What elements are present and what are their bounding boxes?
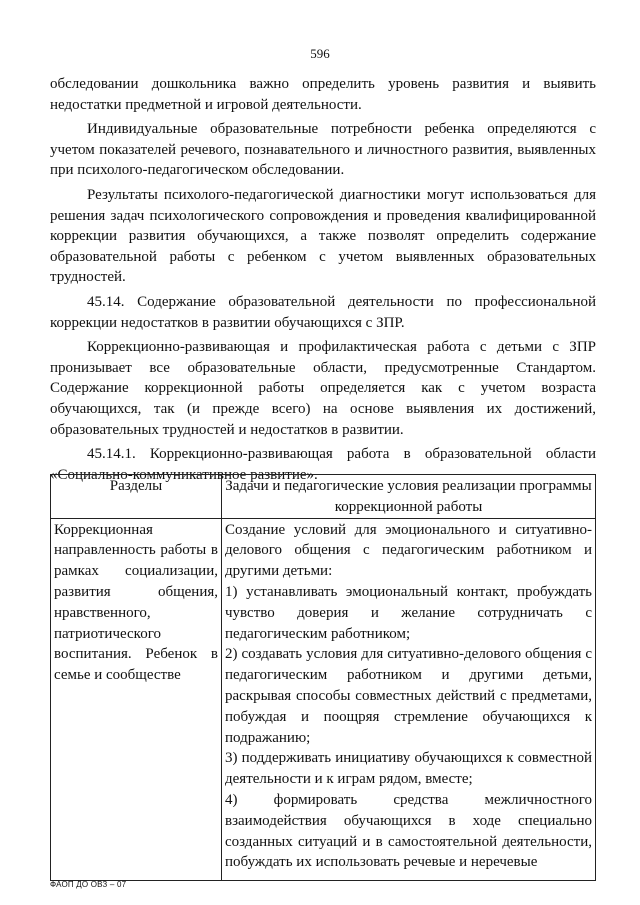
section-heading: 45.14. Содержание образовательной деятельности по профессиональной коррекции недостатков в развитии обучающихся с ЗПР. (50, 293, 596, 331)
task-item: 4) формировать средства межличностного взаимодействия обучающихся в ходе специально созданных ситуаций и в самостоятельной деятельности, побуждать их использовать речевые и неречевые (225, 791, 592, 871)
subsection-heading: 45.14.1. Коррекционно-развивающая работа в образовательной области «Социально-коммуникативное развитие». (50, 446, 596, 483)
paragraph: Индивидуальные образовательные потребности ребенка определяются с учетом показателей речевого, познавательного и личностного развития, выявленных при психолого-педагогическом обследовании. (50, 121, 596, 179)
paragraph: Результаты психолого-педагогической диагностики могут использоваться для решения задач психологического сопровождения и проведения квалифицированной коррекции развития обучающихся, а также позволят определить содержание образовательной работы с ребенком с учетом выявленных образовательных трудностей. (50, 186, 596, 286)
page-number: 596 (310, 46, 330, 61)
body-text (50, 74, 596, 485)
task-item: 3) поддерживать инициативу обучающихся к совместной деятельности и к играм рядом, вместе; (225, 750, 592, 788)
column-header-tasks: Задачи и педагогические условия реализации программы коррекционной работы (222, 475, 596, 519)
section-text: Коррекционная направленность работы в рамках социализации, развития общения, нравственного, патриотического воспитания. Ребенок в семье и сообществе (54, 521, 218, 684)
task-item: 1) устанавливать эмоциональный контакт, пробуждать чувство доверия и желание сотрудничать с педагогическим работником; (225, 583, 592, 642)
paragraph: Коррекционно-развивающая и профилактическая работа с детьми с ЗПР пронизывает все образовательные области, предусмотренные Стандартом. Содержание коррекционной работы определяется как с учетом возраста обучающихся, так (и прежде всего) на основе выявления их достижений, образовательных трудностей и недостатков в развитии. (50, 339, 596, 438)
column-header-sections: Разделы (51, 475, 222, 519)
table-row (51, 518, 596, 880)
paragraph: обследовании дошкольника важно определить уровень развития и выявить недостатки предметной и игровой деятельности. (50, 76, 596, 113)
task-item: Создание условий для эмоционального и ситуативно-делового общения с педагогическим работником и другими детьми: (225, 521, 592, 580)
tasks-cell (222, 518, 596, 880)
table-header-row (51, 475, 596, 519)
section-cell (51, 518, 222, 880)
footer-label: ФАОП ДО ОВЗ – 07 (50, 880, 127, 889)
correction-work-table (50, 474, 596, 881)
task-item: 2) создавать условия для ситуативно-делового общения с педагогическим работником и другими детьми, раскрывая способы совместных действий с предметами, побуждая и поощряя стремление обучающихся к подражанию; (225, 646, 592, 746)
